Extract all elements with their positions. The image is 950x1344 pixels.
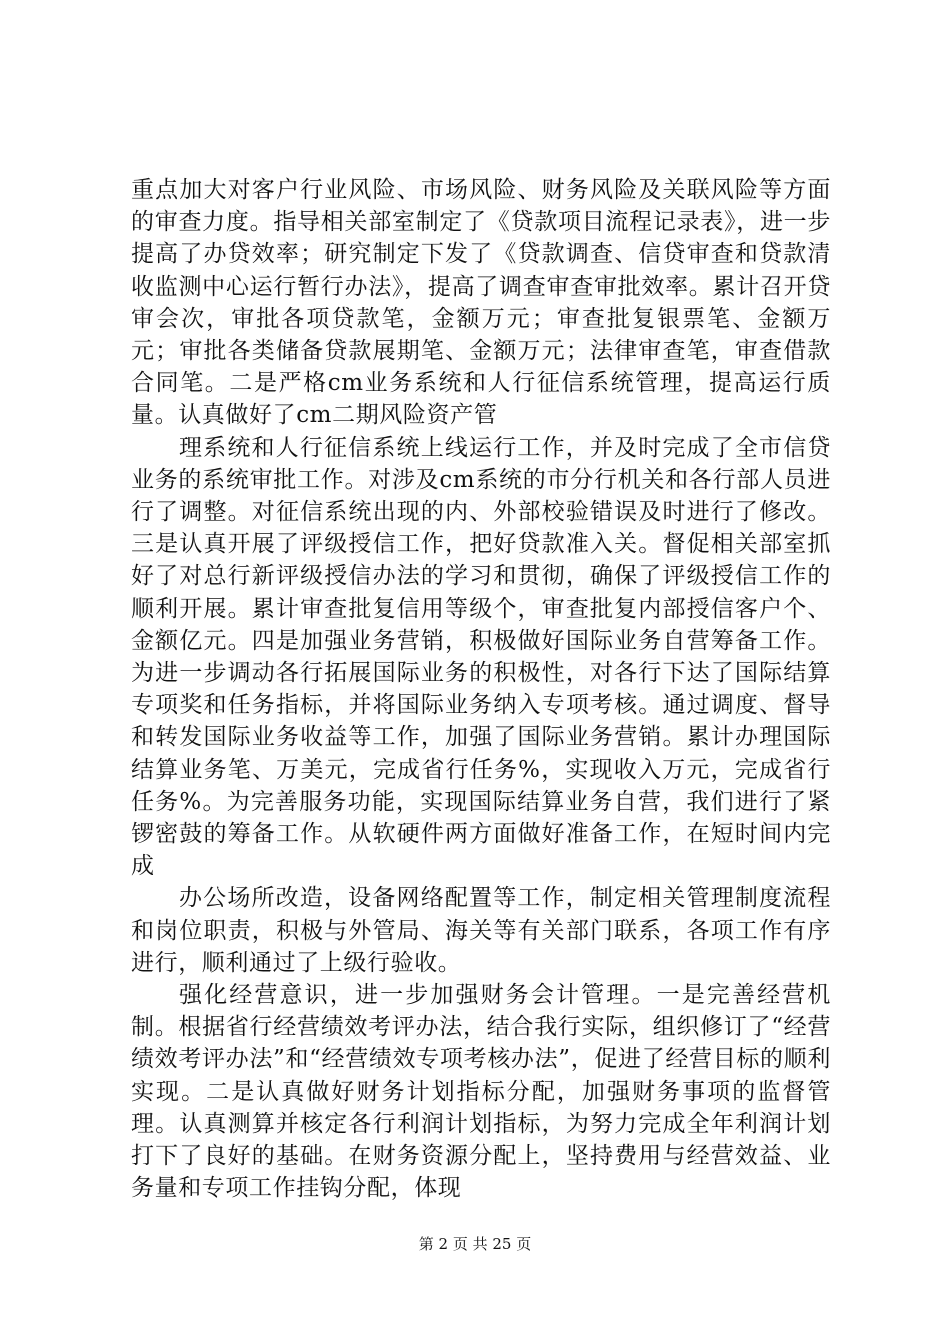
paragraph-1: 重点加大对客户行业风险、市场风险、财务风险及关联风险等方面的审查力度。指导相关部室制定了《贷款项目流程记录表》，进一步提高了办贷效率；研究制定下发了《贷款调查、信贷审查和贷款清收监测中心运行暂行办法》，提高了调查审查审批效率。累计召开贷审会次，审批各项贷款笔，金额万元；审查批复银票笔、金额万元；审批各类储备贷款展期笔、金额万元；法律审查笔，审查借款合同笔。二是严格cm业务系统和人行征信系统管理，提高运行质量。认真做好了cm二期风险资产管 xyxy=(131,177,831,429)
document-body xyxy=(131,174,831,1205)
paragraph-4: 强化经营意识，进一步加强财务会计管理。一是完善经营机制。根据省行经营绩效考评办法，结合我行实际，组织修订了“经营绩效考评办法”和“经营绩效专项考核办法”，促进了经营目标的顺利实现。二是认真做好财务计划指标分配，加强财务事项的监督管理。认真测算并核定各行利润计划指标，为努力完成全年利润计划打下了良好的基础。在财务资源分配上，坚持费用与经营效益、业务量和专项工作挂钩分配，体现 xyxy=(131,982,831,1202)
page-number-footer: 第 2 页 共 25 页 xyxy=(418,1235,532,1253)
paragraph-3: 办公场所改造，设备网络配置等工作，制定相关管理制度流程和岗位职责，积极与外管局、海关等有关部门联系，各项工作有序进行，顺利通过了上级行验收。 xyxy=(131,885,831,976)
paragraph-2: 理系统和人行征信系统上线运行工作，并及时完成了全市信贷业务的系统审批工作。对涉及cm系统的市分行机关和各行部人员进行了调整。对征信系统出现的内、外部校验错误及时进行了修改。三是认真开展了评级授信工作，把好贷款准入关。督促相关部室抓好了对总行新评级授信办法的学习和贯彻，确保了评级授信工作的顺利开展。累计审查批复信用等级个，审查批复内部授信客户个、金额亿元。四是加强业务营销，积极做好国际业务自营筹备工作。为进一步调动各行拓展国际业务的积极性，对各行下达了国际结算专项奖和任务指标，并将国际业务纳入专项考核。通过调度、督导和转发国际业务收益等工作，加强了国际业务营销。累计办理国际结算业务笔、万美元，完成省行任务%，实现收入万元，完成省行任务%。为完善服务功能，实现国际结算业务自营，我们进行了紧锣密鼓的筹备工作。从软硬件两方面做好准备工作，在短时间内完成 xyxy=(131,434,831,880)
